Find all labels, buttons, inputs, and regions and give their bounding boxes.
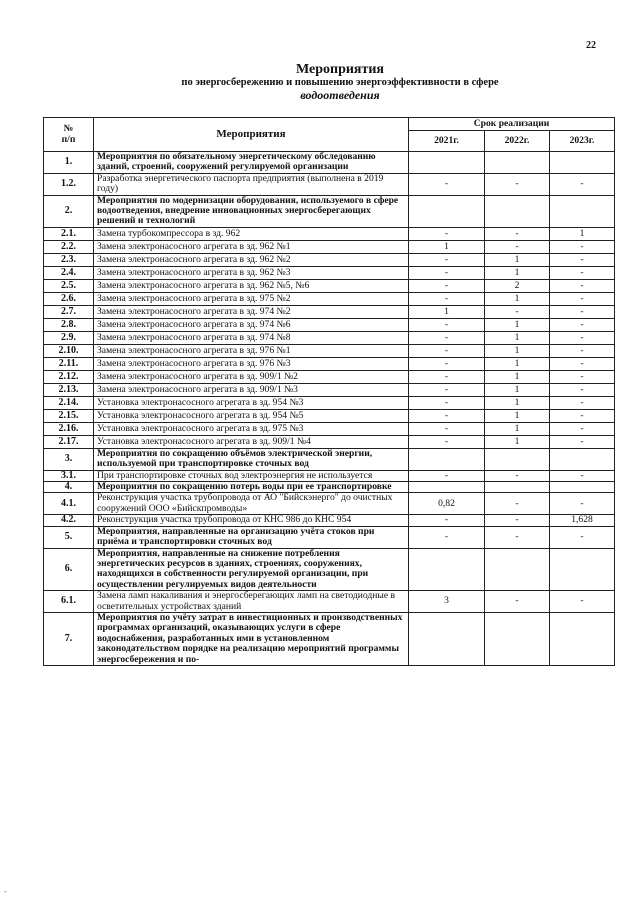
table-row xyxy=(44,612,615,665)
title-main: Мероприятия xyxy=(295,62,385,77)
row-measure: Замена электронасосного агрегата в зд. 962 №1 xyxy=(94,240,409,253)
table-row xyxy=(44,227,615,240)
table-row xyxy=(44,318,615,331)
row-number: 3.1. xyxy=(44,470,94,481)
row-value-2023: 1 xyxy=(550,227,615,240)
table-row xyxy=(44,515,615,526)
row-measure: Замена электронасосного агрегата в зд. 909/1 №3 xyxy=(94,383,409,396)
row-value-2022: 1 xyxy=(485,370,550,383)
row-value-2021: - xyxy=(409,279,485,292)
row-value-2021: - xyxy=(409,266,485,279)
row-number: 2.9. xyxy=(44,331,94,344)
row-number: 5. xyxy=(44,526,94,548)
row-value-2022 xyxy=(485,152,550,174)
row-value-2023: - xyxy=(550,173,615,195)
row-value-2023: - xyxy=(550,591,615,613)
header-year-2023: 2023г. xyxy=(550,131,615,152)
row-measure: Замена электронасосного агрегата в зд. 962 №2 xyxy=(94,253,409,266)
row-value-2023: - xyxy=(550,470,615,481)
row-measure: Мероприятия по сокращению потерь воды при ее транспортировке xyxy=(94,482,409,493)
row-value-2022 xyxy=(485,448,550,470)
row-number: 2.14. xyxy=(44,396,94,409)
row-value-2022: 1 xyxy=(485,292,550,305)
row-value-2022: 1 xyxy=(485,253,550,266)
row-value-2023 xyxy=(550,448,615,470)
row-number: 3. xyxy=(44,448,94,470)
header-year-2021: 2021г. xyxy=(409,131,485,152)
row-number: 1.2. xyxy=(44,173,94,195)
row-value-2022: 1 xyxy=(485,266,550,279)
row-value-2021: 1 xyxy=(409,305,485,318)
row-value-2022 xyxy=(485,482,550,493)
row-measure: Мероприятия, направленные на снижение потребления энергетических ресурсов в зданиях, строениях, сооружениях, находящихся в собственности регулируемой организации, при осуществлении регулируемых видов деятельности xyxy=(94,548,409,591)
row-measure: Замена электронасосного агрегата в зд. 976 №3 xyxy=(94,357,409,370)
row-measure: Замена электронасосного агрегата в зд. 962 №5, №6 xyxy=(94,279,409,292)
row-value-2021 xyxy=(409,152,485,174)
row-value-2023: - xyxy=(550,253,615,266)
row-value-2021 xyxy=(409,612,485,665)
row-value-2023 xyxy=(550,152,615,174)
row-value-2022 xyxy=(485,548,550,591)
row-value-2021: - xyxy=(409,435,485,448)
title-subtitle: по энергосбережению и повышению энергоэффективности в сфере xyxy=(181,77,499,88)
row-value-2022: 1 xyxy=(485,396,550,409)
table-body xyxy=(44,152,615,666)
row-value-2023: - xyxy=(550,357,615,370)
document-title xyxy=(100,63,580,102)
header-year-2022: 2022г. xyxy=(485,131,550,152)
table-row xyxy=(44,383,615,396)
table-row xyxy=(44,370,615,383)
row-measure: Замена электронасосного агрегата в зд. 975 №2 xyxy=(94,292,409,305)
row-value-2021 xyxy=(409,548,485,591)
row-number: 2. xyxy=(44,195,94,227)
row-value-2022: 2 xyxy=(485,279,550,292)
scan-mark: - xyxy=(4,887,7,896)
table-row xyxy=(44,253,615,266)
row-number: 6.1. xyxy=(44,591,94,613)
table-row xyxy=(44,448,615,470)
table-row xyxy=(44,422,615,435)
row-value-2021: - xyxy=(409,318,485,331)
row-measure: Установка электронасосного агрегата в зд. 954 №3 xyxy=(94,396,409,409)
table-row xyxy=(44,152,615,174)
row-value-2022: - xyxy=(485,240,550,253)
row-value-2023 xyxy=(550,195,615,227)
row-number: 4.2. xyxy=(44,515,94,526)
table-row xyxy=(44,435,615,448)
row-value-2021: - xyxy=(409,383,485,396)
row-value-2023 xyxy=(550,482,615,493)
table-row xyxy=(44,548,615,591)
row-value-2021: - xyxy=(409,396,485,409)
row-value-2023: - xyxy=(550,266,615,279)
row-value-2023: - xyxy=(550,435,615,448)
row-value-2022: - xyxy=(485,526,550,548)
row-value-2021 xyxy=(409,448,485,470)
row-value-2022 xyxy=(485,612,550,665)
row-measure: Разработка энергетического паспорта предприятия (выполнена в 2019 году) xyxy=(94,173,409,195)
table-row xyxy=(44,173,615,195)
row-number: 2.2. xyxy=(44,240,94,253)
row-measure: Мероприятия по учёту затрат в инвестиционных и производственных программах организаций, оказывающих услуги в сфере водоснабжения, разработанных ими в установленном законодательством порядке на реализацию мероприятий программы энергосбережения и по- xyxy=(94,612,409,665)
row-measure: Мероприятия, направленные на организацию учёта стоков при приёма и транспортировки сточных вод xyxy=(94,526,409,548)
row-value-2021: 0,82 xyxy=(409,493,485,515)
row-measure: Мероприятия по модернизации оборудования, используемого в сфере водоотведения, внедрение инновационных энергосберегающих решений и технологий xyxy=(94,195,409,227)
row-value-2022: 1 xyxy=(485,383,550,396)
row-number: 6. xyxy=(44,548,94,591)
table-row xyxy=(44,305,615,318)
row-value-2022: 1 xyxy=(485,344,550,357)
row-value-2021: - xyxy=(409,515,485,526)
table-row xyxy=(44,396,615,409)
row-value-2022: - xyxy=(485,515,550,526)
table-row xyxy=(44,195,615,227)
row-value-2023: - xyxy=(550,422,615,435)
header-num: № п/п xyxy=(44,118,94,152)
row-number: 4. xyxy=(44,482,94,493)
row-value-2022: 1 xyxy=(485,409,550,422)
row-value-2023: - xyxy=(550,292,615,305)
table-row xyxy=(44,331,615,344)
row-value-2021 xyxy=(409,195,485,227)
table-row xyxy=(44,266,615,279)
row-number: 2.16. xyxy=(44,422,94,435)
row-value-2023: - xyxy=(550,240,615,253)
row-value-2023: - xyxy=(550,493,615,515)
row-number: 2.11. xyxy=(44,357,94,370)
row-number: 1. xyxy=(44,152,94,174)
row-value-2022: - xyxy=(485,173,550,195)
page-number: 22 xyxy=(586,40,596,51)
row-measure: Замена турбокомпрессора в зд. 962 xyxy=(94,227,409,240)
row-value-2023: 1,628 xyxy=(550,515,615,526)
header-measures: Мероприятия xyxy=(94,118,409,152)
measures-table xyxy=(43,117,615,666)
table-row xyxy=(44,279,615,292)
row-value-2023: - xyxy=(550,526,615,548)
row-measure: Реконструкция участка трубопровода от КНС 986 до КНС 954 xyxy=(94,515,409,526)
row-value-2021: - xyxy=(409,370,485,383)
table-row xyxy=(44,357,615,370)
row-value-2021: - xyxy=(409,173,485,195)
table-row xyxy=(44,591,615,613)
row-value-2022: 1 xyxy=(485,435,550,448)
row-value-2023: - xyxy=(550,370,615,383)
row-value-2021: - xyxy=(409,331,485,344)
row-value-2021: - xyxy=(409,470,485,481)
row-value-2023: - xyxy=(550,409,615,422)
header-period: Срок реализации xyxy=(409,118,615,131)
row-value-2022: - xyxy=(485,591,550,613)
row-value-2023: - xyxy=(550,383,615,396)
row-value-2023 xyxy=(550,612,615,665)
row-number: 2.17. xyxy=(44,435,94,448)
row-number: 2.8. xyxy=(44,318,94,331)
row-measure: При транспортировке сточных вод электроэнергия не используется xyxy=(94,470,409,481)
row-measure: Установка электронасосного агрегата в зд. 954 №5 xyxy=(94,409,409,422)
row-number: 2.4. xyxy=(44,266,94,279)
row-measure: Замена электронасосного агрегата в зд. 974 №8 xyxy=(94,331,409,344)
row-value-2022: - xyxy=(485,227,550,240)
row-value-2022: - xyxy=(485,493,550,515)
table-row xyxy=(44,344,615,357)
row-measure: Замена электронасосного агрегата в зд. 909/1 №2 xyxy=(94,370,409,383)
row-number: 4.1. xyxy=(44,493,94,515)
table-row xyxy=(44,493,615,515)
row-value-2021: - xyxy=(409,253,485,266)
row-value-2021: 3 xyxy=(409,591,485,613)
row-measure: Замена электронасосного агрегата в зд. 974 №6 xyxy=(94,318,409,331)
row-value-2022: 1 xyxy=(485,331,550,344)
row-measure: Замена электронасосного агрегата в зд. 974 №2 xyxy=(94,305,409,318)
table-row xyxy=(44,526,615,548)
row-number: 2.15. xyxy=(44,409,94,422)
row-value-2023: - xyxy=(550,318,615,331)
row-value-2021: - xyxy=(409,292,485,305)
row-measure: Замена ламп накаливания и энергосберегающих ламп на светодиодные в осветительных устройствах зданий xyxy=(94,591,409,613)
row-value-2021 xyxy=(409,482,485,493)
row-value-2023: - xyxy=(550,331,615,344)
row-value-2021: - xyxy=(409,409,485,422)
row-value-2021: - xyxy=(409,357,485,370)
row-number: 2.6. xyxy=(44,292,94,305)
row-measure: Реконструкция участка трубопровода от АО "Бийскэнерго" до очистных сооружений ООО «Бийскпромводы» xyxy=(94,493,409,515)
table-row xyxy=(44,240,615,253)
table-row xyxy=(44,482,615,493)
row-value-2022: 1 xyxy=(485,357,550,370)
row-value-2022: - xyxy=(485,470,550,481)
row-value-2023: - xyxy=(550,305,615,318)
row-value-2023 xyxy=(550,548,615,591)
row-measure: Замена электронасосного агрегата в зд. 976 №1 xyxy=(94,344,409,357)
row-number: 7. xyxy=(44,612,94,665)
row-measure: Установка электронасосного агрегата в зд. 909/1 №4 xyxy=(94,435,409,448)
row-value-2021: 1 xyxy=(409,240,485,253)
table-row xyxy=(44,470,615,481)
row-value-2023: - xyxy=(550,344,615,357)
row-measure: Мероприятия по сокращению объёмов электрической энергии, используемой при транспортировке сточных вод xyxy=(94,448,409,470)
row-number: 2.1. xyxy=(44,227,94,240)
row-number: 2.10. xyxy=(44,344,94,357)
table-row xyxy=(44,409,615,422)
row-number: 2.12. xyxy=(44,370,94,383)
row-measure: Установка электронасосного агрегата в зд. 975 №3 xyxy=(94,422,409,435)
row-value-2022: - xyxy=(485,305,550,318)
row-number: 2.5. xyxy=(44,279,94,292)
row-value-2022 xyxy=(485,195,550,227)
row-measure: Замена электронасосного агрегата в зд. 962 №3 xyxy=(94,266,409,279)
row-number: 2.3. xyxy=(44,253,94,266)
row-value-2022: 1 xyxy=(485,318,550,331)
row-value-2021: - xyxy=(409,422,485,435)
row-value-2021: - xyxy=(409,344,485,357)
row-value-2022: 1 xyxy=(485,422,550,435)
row-value-2021: - xyxy=(409,526,485,548)
row-number: 2.7. xyxy=(44,305,94,318)
row-value-2021: - xyxy=(409,227,485,240)
row-number: 2.13. xyxy=(44,383,94,396)
row-measure: Мероприятия по обязательному энергетическому обследованию зданий, строений, сооружений регулируемой организации xyxy=(94,152,409,174)
row-value-2023: - xyxy=(550,396,615,409)
table-row xyxy=(44,292,615,305)
row-value-2023: - xyxy=(550,279,615,292)
title-italic: водоотведения xyxy=(300,88,380,102)
